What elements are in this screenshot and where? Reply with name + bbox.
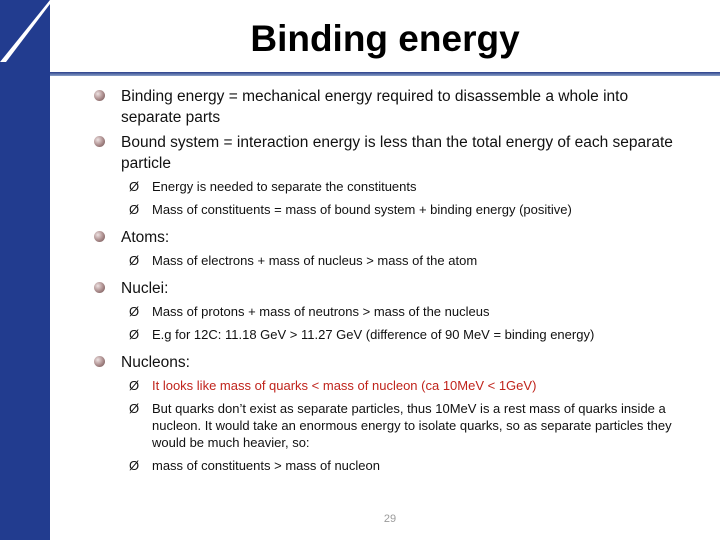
- bullet-item: [92, 86, 692, 128]
- sub-bullet-text: Mass of protons + mass of neutrons > mass of the nucleus: [152, 304, 490, 319]
- sub-bullet-list: [92, 303, 692, 343]
- sub-bullet-item-highlighted: [92, 377, 692, 394]
- sub-bullet-text: Mass of constituents = mass of bound system + binding energy (positive): [152, 202, 572, 217]
- sub-bullet-text: Energy is needed to separate the constituents: [152, 179, 417, 194]
- arrow-bullet-icon: Ø: [129, 304, 140, 319]
- bullet-text: Binding energy = mechanical energy required to disassemble a whole into separate parts: [121, 88, 629, 126]
- sub-bullet-list: [92, 178, 692, 218]
- bullet-list: [92, 86, 692, 483]
- arrow-bullet-icon: Ø: [129, 253, 140, 268]
- arrow-bullet-icon: Ø: [129, 378, 140, 393]
- sub-bullet-item: [92, 178, 692, 195]
- sub-bullet-text: E.g for 12C: 11.18 GeV > 11.27 GeV (difference of 90 MeV = binding energy): [152, 327, 595, 342]
- slide-title: Binding energy: [250, 18, 520, 59]
- bullet-item: [92, 352, 692, 373]
- arrow-bullet-icon: Ø: [129, 327, 140, 342]
- arrow-bullet-icon: Ø: [129, 179, 140, 194]
- bullet-icon: [94, 231, 105, 242]
- arrow-bullet-icon: Ø: [129, 458, 140, 473]
- sub-bullet-item: [92, 201, 692, 218]
- sub-bullet-text: mass of constituents > mass of nucleon: [152, 458, 380, 473]
- page-number: 29: [383, 513, 397, 525]
- bullet-text: Atoms:: [121, 229, 170, 246]
- sub-bullet-item: [92, 326, 692, 343]
- bullet-icon: [94, 356, 105, 367]
- bullet-item: [92, 278, 692, 299]
- bullet-icon: [94, 136, 105, 147]
- arrow-bullet-icon: Ø: [129, 401, 140, 416]
- bullet-item: [92, 132, 692, 174]
- title-divider: [50, 72, 720, 76]
- sub-bullet-text: Mass of electrons + mass of nucleus > mass of the atom: [152, 253, 478, 268]
- sub-bullet-text: But quarks don’t exist as separate particles, thus 10MeV is a rest mass of quarks inside a nucleon. It would take an enormous energy to isolate quarks, so as separate particles they would be much heavier, so:: [152, 401, 672, 450]
- left-accent-bar: [0, 0, 50, 540]
- corner-decoration: [0, 0, 50, 62]
- bullet-text: Bound system = interaction energy is less than the total energy of each separate particle: [121, 134, 673, 172]
- bullet-icon: [94, 282, 105, 293]
- bullet-text: Nuclei:: [121, 280, 169, 297]
- sub-bullet-text: It looks like mass of quarks < mass of nucleon (ca 10MeV < 1GeV): [152, 378, 537, 393]
- arrow-bullet-icon: Ø: [129, 202, 140, 217]
- bullet-text: Nucleons:: [121, 354, 190, 371]
- sub-bullet-item: [92, 457, 692, 474]
- bullet-icon: [94, 90, 105, 101]
- sub-bullet-item: [92, 252, 692, 269]
- bullet-item: [92, 227, 692, 248]
- sub-bullet-list: [92, 377, 692, 474]
- sub-bullet-item: [92, 400, 692, 451]
- sub-bullet-item: [92, 303, 692, 320]
- sub-bullet-list: [92, 252, 692, 269]
